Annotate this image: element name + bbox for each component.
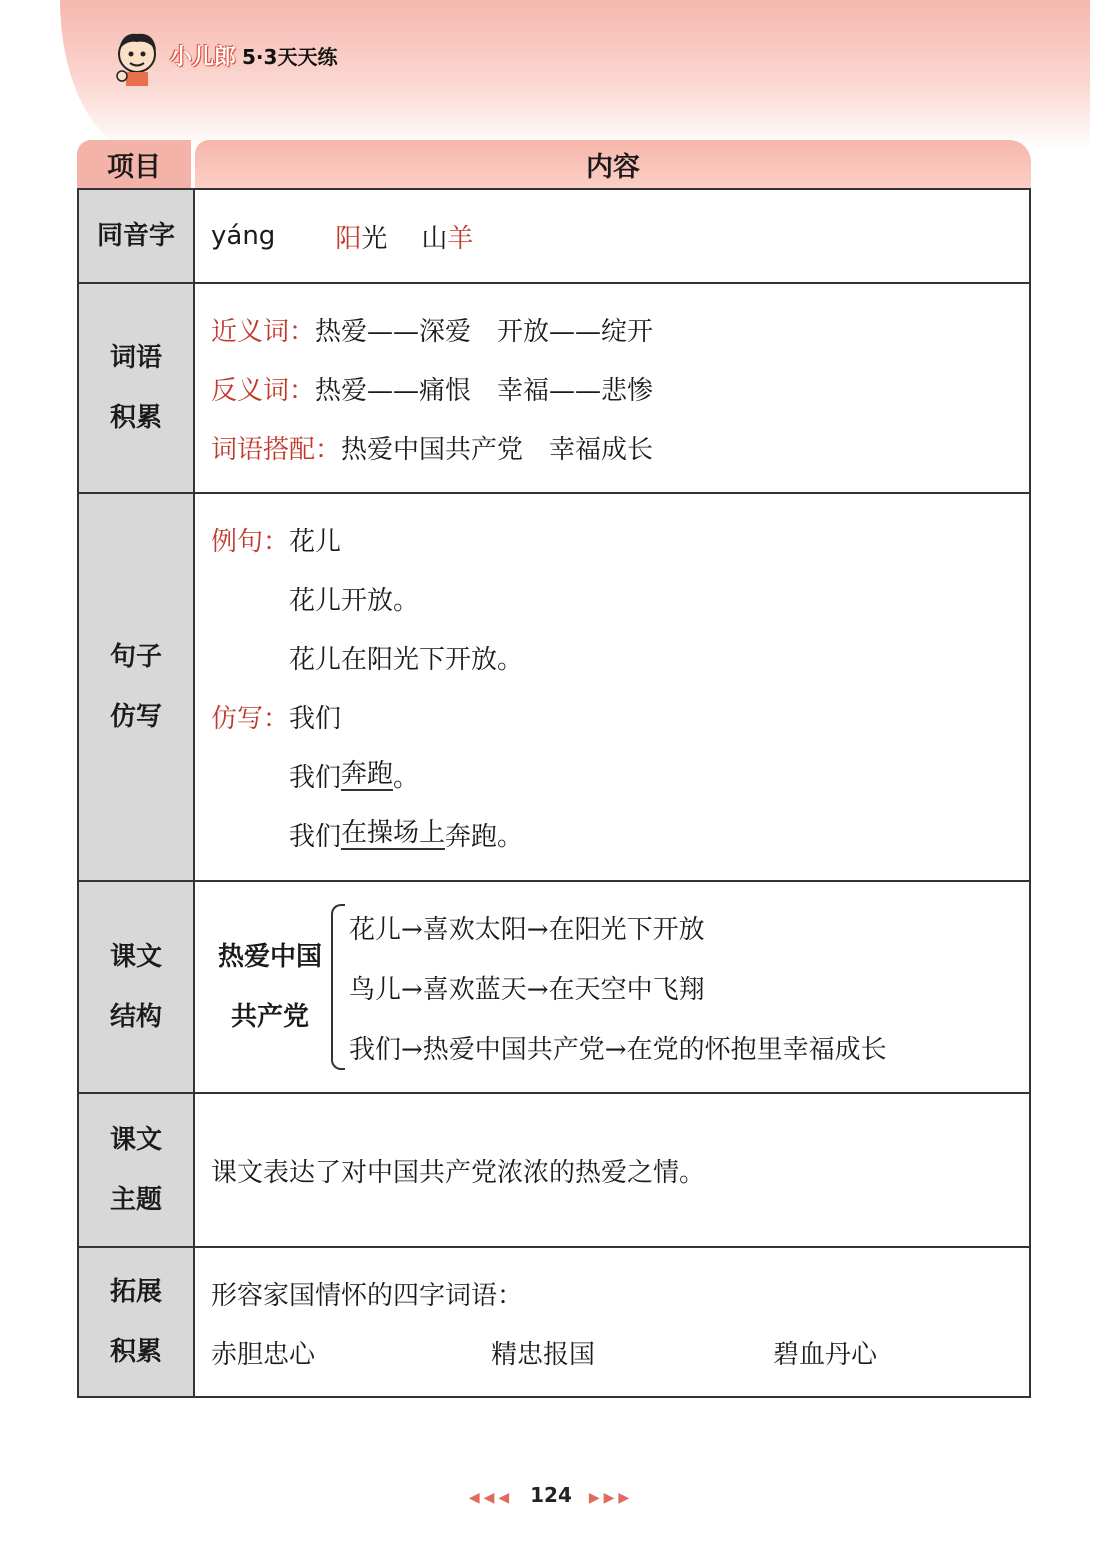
structure-title-line1: 热爱中国 (217, 942, 322, 972)
label-vocab-line2: 积累 (109, 403, 162, 433)
arrows-left-icon: ◀◀◀ (468, 1490, 514, 1506)
label-extend (79, 1248, 195, 1396)
page-number: 124 (530, 1483, 572, 1507)
label-sentence-line1: 句子 (109, 642, 162, 672)
structure-line3: 我们→热爱中国共产党→在党的怀抱里幸福成长 (349, 1034, 887, 1065)
header-item: 项目 (77, 140, 191, 188)
row-homophone (79, 190, 1029, 282)
extend-word1: 赤胆忠心 (211, 1340, 316, 1370)
header-content: 内容 (195, 140, 1031, 188)
boy-mascot-icon (112, 30, 162, 86)
label-vocab (79, 284, 195, 492)
imitate-label: 仿写 (211, 704, 264, 734)
pinyin: yáng (211, 221, 276, 251)
example-1: 花儿 (289, 527, 342, 557)
antonym-label: 反义词 (211, 376, 290, 406)
structure-title-line2: 共产党 (230, 1002, 309, 1032)
label-structure-line1: 课文 (109, 942, 162, 972)
structure-line1: 花儿→喜欢太阳→在阳光下开放 (349, 914, 705, 945)
label-structure (79, 882, 195, 1092)
structure-line2: 鸟儿→喜欢蓝天→在天空中飞翔 (349, 974, 705, 1005)
structure-title (209, 927, 331, 1047)
label-theme-line2: 主题 (109, 1185, 162, 1215)
collocation-label: 词语搭配 (211, 435, 316, 465)
label-structure-line2: 结构 (109, 1002, 162, 1032)
label-sentence-line2: 仿写 (109, 702, 162, 732)
label-theme (79, 1094, 195, 1246)
label-extend-line1: 拓展 (109, 1277, 162, 1307)
label-homophone: 同音字 (79, 190, 195, 282)
arrows-right-icon: ▶▶▶ (588, 1490, 634, 1506)
label-sentence (79, 494, 195, 880)
theme-text: 课文表达了对中国共产党浓浓的热爱之情。 (211, 1157, 706, 1188)
label-extend-line2: 积累 (109, 1337, 162, 1367)
extend-word3: 碧血丹心 (773, 1340, 878, 1370)
imitate-2a: 我们 (289, 763, 342, 793)
imitate-1: 我们 (289, 704, 342, 734)
brand (170, 40, 337, 70)
imitate-3-underlined: 在操场上 (341, 819, 445, 851)
table-header (77, 140, 1031, 188)
label-vocab-line1: 词语 (109, 343, 162, 373)
homophone-word1-rest: 光 (361, 223, 388, 254)
imitate-3a: 我们 (289, 822, 342, 852)
homophone-word1-red: 阳 (335, 223, 362, 254)
header-banner (60, 0, 1090, 150)
example-label: 例句 (211, 527, 264, 557)
row-extend (79, 1246, 1029, 1396)
example-3: 花儿在阳光下开放。 (289, 645, 524, 675)
synonym-text: 热爱——深爱 开放——绽开 (315, 317, 654, 347)
imitate-3b: 奔跑。 (445, 822, 524, 852)
content-table (77, 140, 1031, 1398)
label-theme-line1: 课文 (109, 1125, 162, 1155)
table-body (77, 188, 1031, 1398)
row-theme (79, 1092, 1029, 1246)
imitate-2b: 。 (393, 763, 420, 793)
brace-icon (331, 904, 345, 1070)
antonym-text: 热爱——痛恨 幸福——悲惨 (315, 376, 654, 406)
extend-intro: 形容家国情怀的四字词语： (211, 1281, 524, 1311)
synonym-label: 近义词 (211, 317, 290, 347)
homophone-word2-first: 山 (421, 223, 448, 254)
collocation-text: 热爱中国共产党 幸福成长 (341, 435, 654, 465)
extend-word2: 精忠报国 (491, 1340, 596, 1370)
example-2: 花儿开放。 (289, 586, 420, 616)
page-footer (0, 1483, 1102, 1507)
brand-logo: 小儿郎 (170, 44, 237, 70)
row-sentence: 句子 仿写 例句 ： 花儿 花儿开放。 花儿在阳光下开放。 仿写 ： 我们 我们 奔跑 。 我们 在操场上 奔跑。 (79, 492, 1029, 880)
row-structure (79, 880, 1029, 1092)
brand-title: 5·3天天练 (242, 44, 338, 69)
imitate-2-underlined: 奔跑 (341, 760, 393, 792)
homophone-word2-red: 羊 (447, 223, 474, 254)
row-vocab: 词语 积累 近义词 ： 热爱——深爱 开放——绽开 反义词 ： 热爱——痛恨 幸福——悲惨 词语搭配 ： 热爱中国共产党 幸福成长 (79, 282, 1029, 492)
